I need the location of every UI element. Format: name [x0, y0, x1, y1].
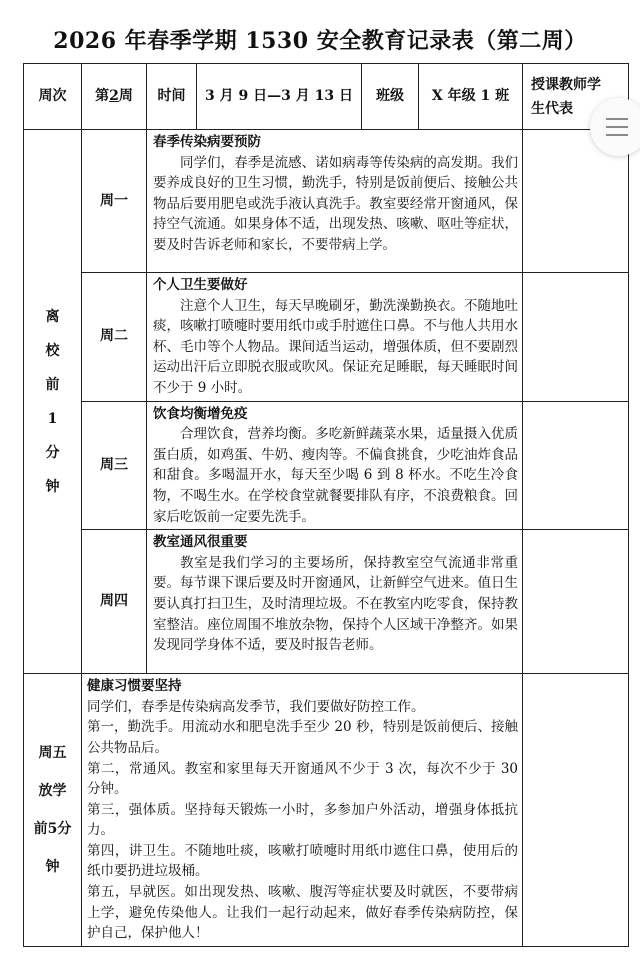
- teacher-label: 授课教师学 生代表: [523, 64, 629, 130]
- table-row: [24, 530, 629, 674]
- table-row: [24, 674, 629, 947]
- time-label: 时间: [147, 64, 197, 130]
- week-label: 周次: [24, 64, 82, 130]
- content-wednesday: 饮食均衡增免疫 合理饮食，营养均衡。多吃新鲜蔬菜水果，适量摄入优质蛋白质，如鸡蛋、牛奶、瘦肉等。不偏食挑食，少吃油炸食品和甜食。多喝温开水，每天至少喝 6 到 8 杯水。不吃生冷食物，不喝生水。在学校食堂就餐要排队有序，不浪费粮食。回家后吃饭前一定要先洗手。: [147, 401, 523, 530]
- class-value: X 年级 1 班: [419, 64, 523, 130]
- teacher-cell: [523, 401, 629, 530]
- table-row: [24, 401, 629, 530]
- page-title: 2026 年春季学期 1530 安全教育记录表（第二周）: [53, 28, 587, 54]
- teacher-cell: [523, 530, 629, 674]
- header-row: [24, 64, 629, 130]
- table-row: [24, 130, 629, 273]
- class-label: 班级: [362, 64, 419, 130]
- record-table: [23, 63, 629, 947]
- day-thursday: 周四: [82, 530, 147, 674]
- table-row: [24, 273, 629, 402]
- content-friday: 健康习惯要坚持 同学们，春季是传染病高发季节，我们要做好防控工作。 第一，勤洗手。用流动水和肥皂洗手至少 20 秒，特别是饭前便后、接触公共物品后。 第二，常通风。教室和家里每天开窗通风不少于 3 次，每次不少于 30 分钟。 第三，强体质。坚持每天锻炼一小时，多参加户外活动，增强身体抵抗力。 第四，讲卫生。不随地吐痰，咳嗽打喷嚏时用纸巾遮住口鼻，使用后的纸巾要扔进垃圾桶。 第五，早就医。如出现发热、咳嗽、腹泻等症状要及时就医，不要带病上学，避免传染他人。让我们一起行动起来，做好春季传染病防控，保护自己，保护他人！: [82, 674, 523, 947]
- floating-menu-button[interactable]: [590, 98, 640, 156]
- teacher-cell: [523, 674, 629, 947]
- time-value: 3 月 9 日—3 月 13 日: [197, 64, 362, 130]
- content-thursday: 教室通风很重要 教室是我们学习的主要场所，保持教室空气流通非常重要。每节课下课后要及时开窗通风，让新鲜空气进来。值日生要认真打扫卫生，及时清理垃圾。不在教室内吃零食，保持教室整洁。座位周围不堆放杂物，保持个人区域干净整齐。如果发现同学身体不适，要及时报告老师。: [147, 530, 523, 674]
- content-monday: 春季传染病要预防 同学们，春季是流感、诺如病毒等传染病的高发期。我们要养成良好的卫生习惯，勤洗手，特别是饭前便后、接触公共物品后要用肥皂或洗手液认真洗手。教室要经常开窗通风，保持空气流通。如果身体不适，出现发热、咳嗽、呕吐等症状，要及时告诉老师和家长，不要带病上学。: [147, 130, 523, 273]
- day-monday: 周一: [82, 130, 147, 273]
- section-before-leaving-1min: 离 校 前 1 分 钟: [24, 130, 82, 674]
- day-tuesday: 周二: [82, 273, 147, 402]
- day-wednesday: 周三: [82, 401, 147, 530]
- week-value: 第2周: [82, 64, 147, 130]
- section-friday-before-school-end-5min: 周五 放学 前5分 钟: [24, 674, 82, 947]
- content-tuesday: 个人卫生要做好 注意个人卫生，每天早晚刷牙，勤洗澡勤换衣。不随地吐痰，咳嗽打喷嚏时要用纸巾或手肘遮住口鼻。不与他人共用水杯、毛巾等个人物品。课间适当运动，增强体质，但不要剧烈运动出汗后立即脱衣服或吹风。保证充足睡眠，每天睡眠时间不少于 9 小时。: [147, 273, 523, 402]
- teacher-cell: [523, 273, 629, 402]
